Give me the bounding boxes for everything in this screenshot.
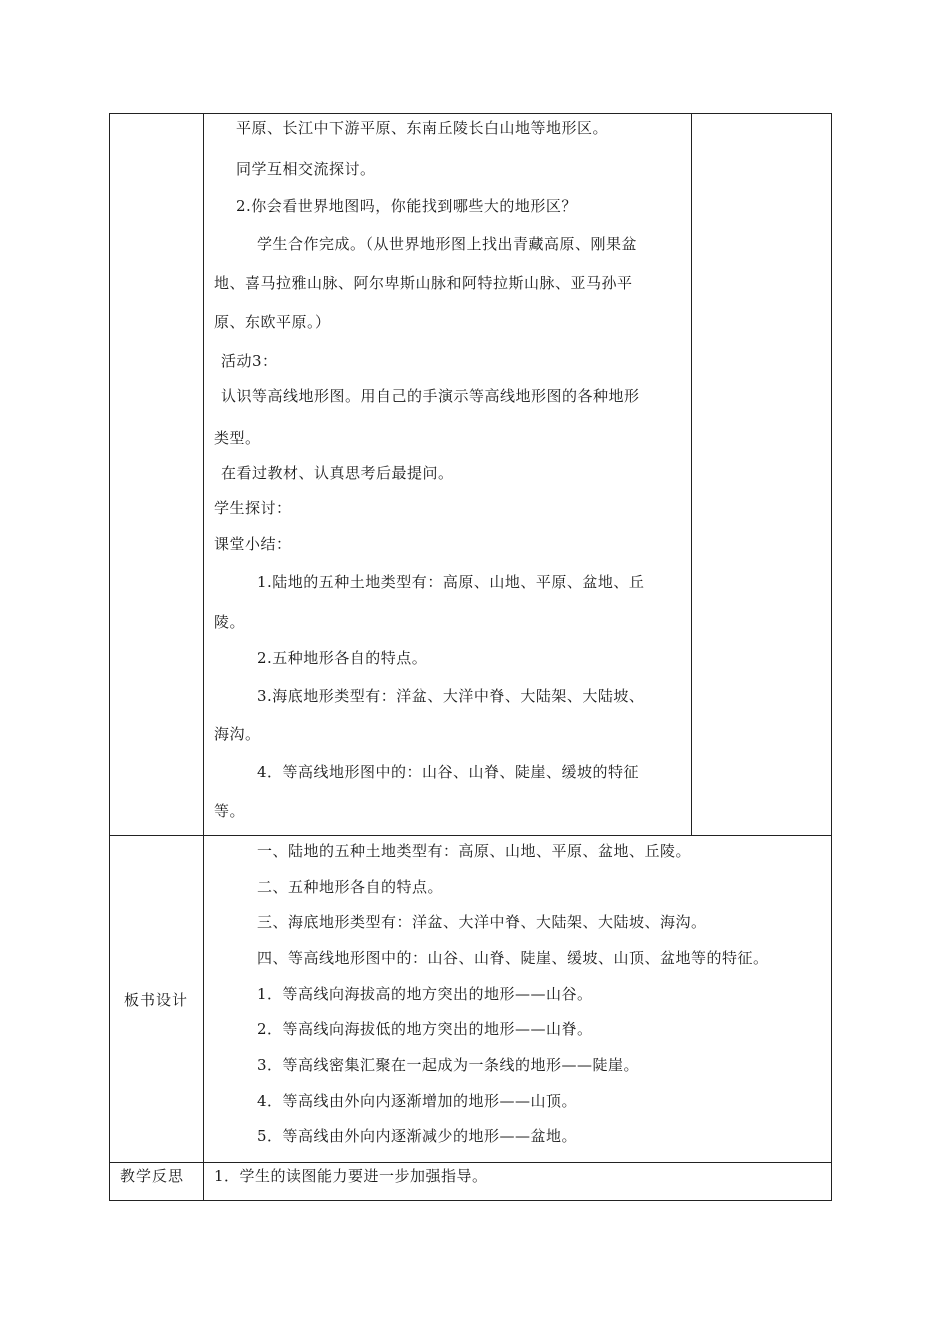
activity-line-12: 课堂小结： bbox=[214, 535, 292, 553]
board-line-8: 4．等高线由外向内逐渐增加的地形——山顶。 bbox=[257, 1092, 578, 1110]
summary-line-6: 4．等高线地形图中的：山谷、山脊、陡崖、缓坡的特征 bbox=[257, 763, 640, 781]
reflection-label: 教学反思 bbox=[120, 1167, 185, 1185]
board-line-2: 二、五种地形各自的特点。 bbox=[257, 878, 444, 896]
summary-line-7: 等。 bbox=[214, 802, 246, 820]
table-column-divider bbox=[203, 113, 204, 1201]
activity-line-10: 在看过教材、认真思考后最提问。 bbox=[221, 464, 454, 482]
activity-line-8: 认识等高线地形图。用自己的手演示等高线地形图的各种地形 bbox=[221, 387, 640, 405]
summary-line-3: 2.五种地形各自的特点。 bbox=[257, 649, 428, 667]
activity-line-9: 类型。 bbox=[214, 429, 261, 447]
activity-line-7: 活动3： bbox=[221, 352, 278, 370]
board-line-7: 3．等高线密集汇聚在一起成为一条线的地形——陡崖。 bbox=[257, 1056, 640, 1074]
activity-line-6: 原、东欧平原。） bbox=[214, 313, 331, 331]
activity-line-3: 2.你会看世界地图吗，你能找到哪些大的地形区？ bbox=[236, 197, 577, 215]
board-line-6: 2．等高线向海拔低的地方突出的地形——山脊。 bbox=[257, 1020, 593, 1038]
activity-line-11: 学生探讨： bbox=[214, 499, 292, 517]
table-border-top bbox=[109, 113, 832, 114]
reflection-text: 1．学生的读图能力要进一步加强指导。 bbox=[214, 1167, 488, 1185]
table-border-left bbox=[109, 113, 110, 1201]
board-line-1: 一、陆地的五种土地类型有：高原、山地、平原、盆地、丘陵。 bbox=[257, 842, 692, 860]
board-line-9: 5．等高线由外向内逐渐减少的地形——盆地。 bbox=[257, 1127, 578, 1145]
table-row-divider-2 bbox=[109, 1162, 832, 1163]
table-inner-column-divider bbox=[691, 113, 692, 836]
summary-line-2: 陵。 bbox=[214, 613, 246, 631]
summary-line-4: 3.海底地形类型有：洋盆、大洋中脊、大陆架、大陆坡、 bbox=[257, 687, 645, 705]
activity-line-5: 地、喜马拉雅山脉、阿尔卑斯山脉和阿特拉斯山脉、亚马孙平 bbox=[214, 274, 633, 292]
table-border-right bbox=[831, 113, 832, 1201]
board-design-label: 板书设计 bbox=[124, 991, 189, 1009]
board-line-4: 四、等高线地形图中的：山谷、山脊、陡崖、缓坡、山顶、盆地等的特征。 bbox=[257, 949, 769, 967]
board-line-3: 三、海底地形类型有：洋盆、大洋中脊、大陆架、大陆坡、海沟。 bbox=[257, 913, 707, 931]
table-row-divider-1 bbox=[109, 835, 832, 836]
activity-line-4: 学生合作完成。（从世界地形图上找出青藏高原、刚果盆 bbox=[257, 235, 638, 253]
summary-line-1: 1.陆地的五种土地类型有：高原、山地、平原、盆地、丘 bbox=[257, 573, 645, 591]
summary-line-5: 海沟。 bbox=[214, 725, 261, 743]
table-border-bottom bbox=[109, 1200, 832, 1201]
board-line-5: 1．等高线向海拔高的地方突出的地形——山谷。 bbox=[257, 985, 593, 1003]
activity-line-2: 同学互相交流探讨。 bbox=[236, 160, 376, 178]
activity-line-1: 平原、长江中下游平原、东南丘陵长白山地等地形区。 bbox=[236, 119, 609, 137]
